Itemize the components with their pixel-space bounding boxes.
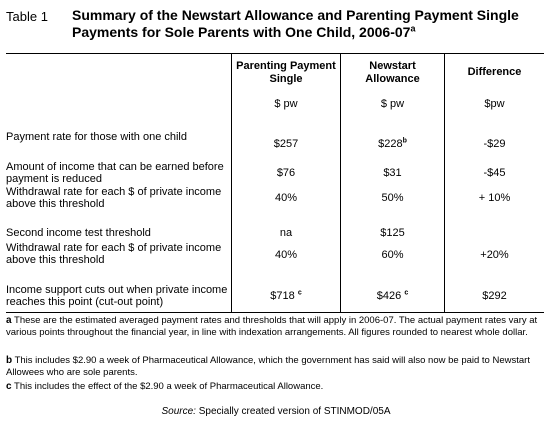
source-line: [6, 406, 546, 417]
column-header-difference: Difference: [467, 66, 522, 78]
note-a-mark: a: [6, 315, 12, 326]
column-divider-1: [231, 53, 232, 312]
table-title: Summary of the Newstart Allowance and Parenting Payment Single Payments for Sole Parents with One Child, 2006-07$^a$: [72, 7, 519, 40]
column-divider-2: [340, 53, 341, 312]
row-label-withdrawal-rate-2: Withdrawal rate for each $ of private income above this threshold: [6, 242, 222, 266]
cell-cut-out-nsa: $426 $^c$: [376, 289, 409, 302]
bottom-rule: [6, 312, 544, 313]
source-label: Source:: [161, 406, 196, 417]
cell-withdrawal-1-nsa: 50%: [381, 192, 404, 204]
cell-withdrawal-1-pps: 40%: [274, 192, 298, 204]
row-label-cut-out-point: Income support cuts out when private income reaches this point (cut-out point): [6, 284, 228, 308]
unit-newstart: $ pw: [380, 98, 405, 110]
column-header-parenting-payment: Parenting Payment Single: [236, 60, 336, 85]
cell-payment-rate-nsa: $228$^b$: [378, 137, 407, 150]
title-note-mark: a: [410, 23, 416, 34]
note-mark-b: b: [402, 137, 407, 145]
column-header-newstart: Newstart Allowance: [365, 60, 420, 85]
row-label-second-threshold: Second income test threshold: [6, 227, 151, 239]
cell-withdrawal-1-diff: + 10%: [478, 192, 511, 204]
row-label-payment-rate: Payment rate for those with one child: [6, 131, 187, 143]
cell-income-free-diff: -$45: [483, 167, 506, 179]
unit-parenting-payment: $ pw: [274, 98, 298, 110]
note-c: c This includes the effect of the $2.90 a week of Pharmaceutical Allowance.: [6, 381, 324, 392]
table-number: Table 1: [6, 9, 48, 24]
source-text: Specially created version of STINMOD/05A: [198, 406, 391, 417]
row-label-income-free-area: Amount of income that can be earned before payment is reduced: [6, 161, 224, 185]
column-divider-3: [444, 53, 445, 312]
note-mark-c: c: [297, 289, 302, 297]
cell-cut-out-diff: $292: [482, 290, 507, 302]
cell-second-threshold-nsa: $125: [380, 227, 405, 239]
cell-payment-rate-pps: $257: [273, 138, 299, 150]
top-rule: [6, 53, 544, 54]
note-c-mark: c: [6, 381, 12, 392]
note-b-mark: b: [6, 355, 13, 366]
unit-difference: $pw: [484, 98, 505, 110]
cell-withdrawal-2-pps: 40%: [274, 249, 298, 261]
cell-income-free-nsa: $31: [383, 167, 402, 179]
cell-withdrawal-2-diff: +20%: [480, 249, 509, 261]
note-mark-c: c: [404, 289, 409, 297]
cell-income-free-pps: $76: [276, 167, 296, 179]
cell-payment-rate-diff: -$29: [483, 138, 506, 150]
note-a: a These are the estimated averaged payment rates and thresholds that will apply in 2006-07. The actual payment rates vary at various points throughout the financial year, in line with indexation arrangements. All figures rounded to nearest whole dollar.: [6, 315, 538, 338]
cell-cut-out-pps: $718 $^c$: [270, 289, 302, 302]
note-b: b This includes $2.90 a week of Pharmaceutical Allowance, which the government has said will also now be paid to Newstart Allowees who are sole parents.: [6, 355, 530, 378]
cell-withdrawal-2-nsa: 60%: [381, 249, 404, 261]
cell-second-threshold-pps: na: [279, 227, 293, 239]
row-label-withdrawal-rate-1: Withdrawal rate for each $ of private income above this threshold: [6, 186, 222, 210]
